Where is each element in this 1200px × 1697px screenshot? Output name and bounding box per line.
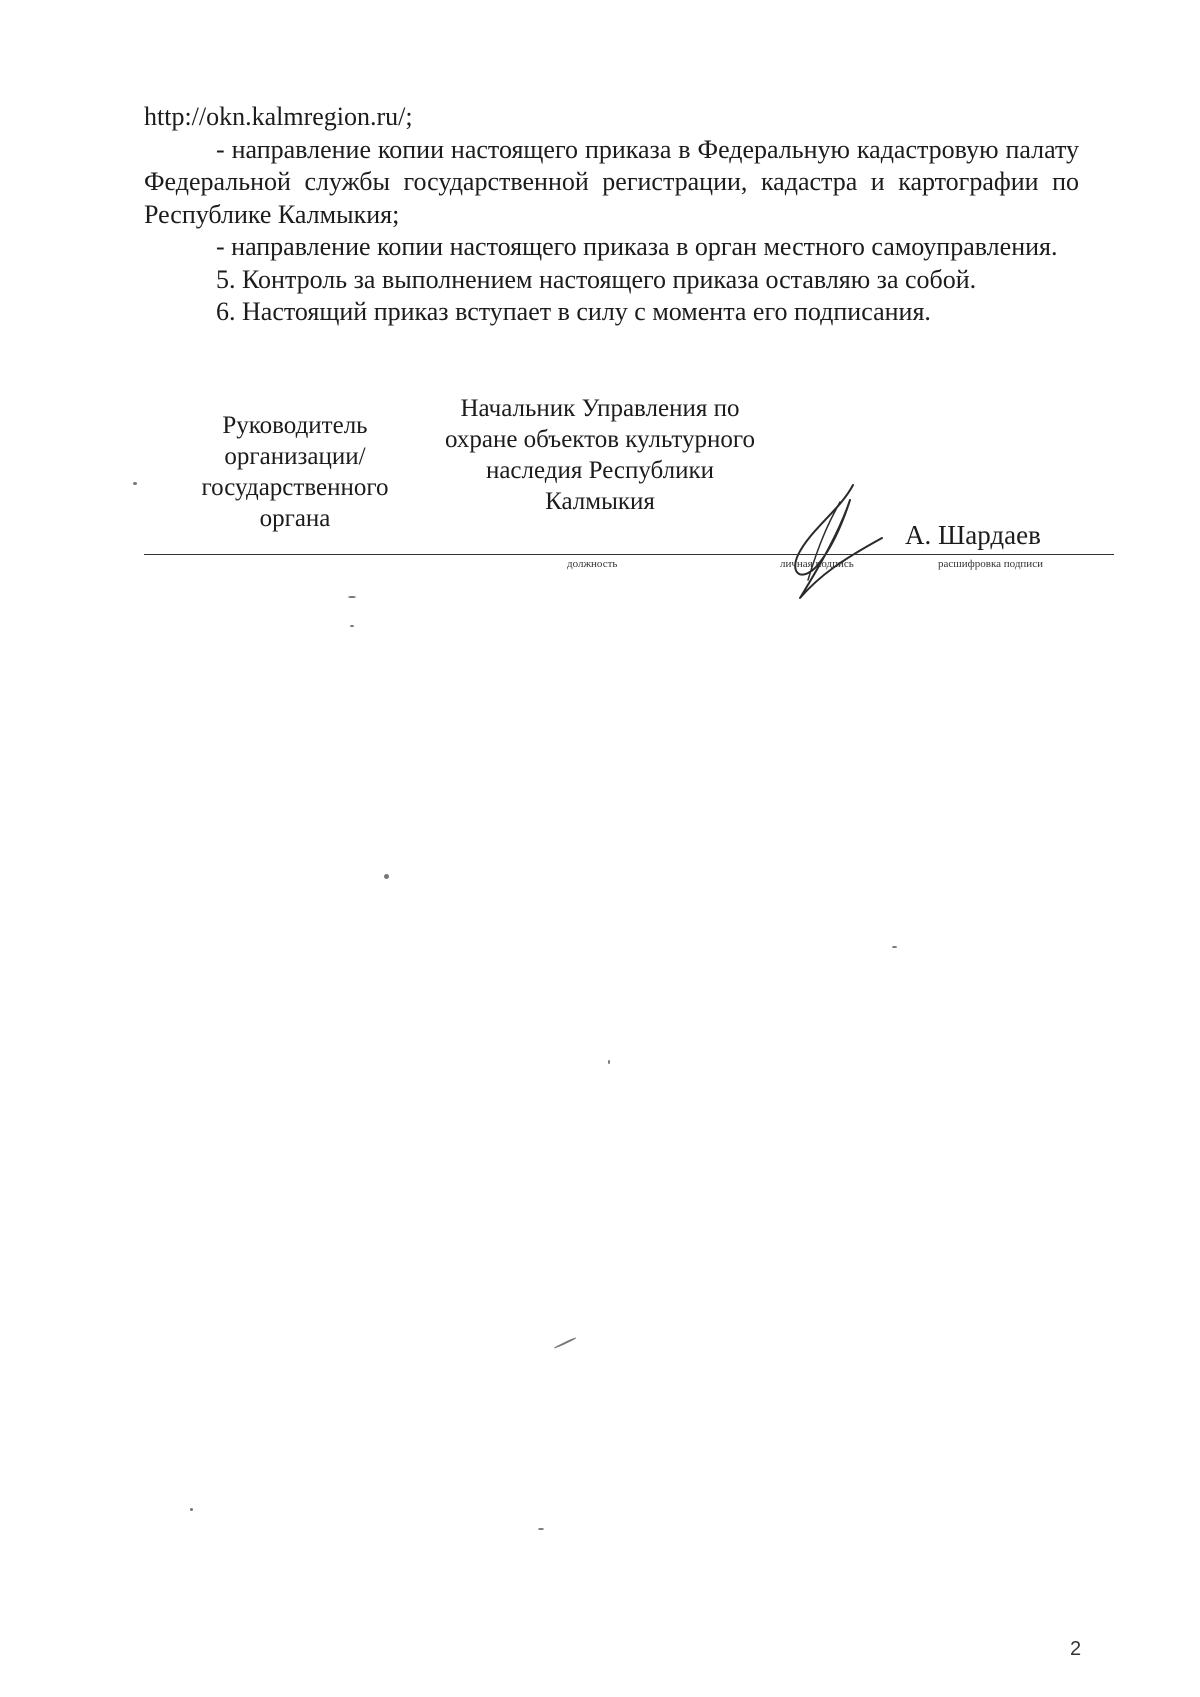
item-6-effective: 6. Настоящий приказ вступает в силу с момента его подписания. (216, 297, 931, 326)
scan-speck (554, 1337, 576, 1349)
item-5-control: 5. Контроль за выполнением настоящего приказа оставляю за собой. (216, 264, 977, 294)
signature-line (144, 554, 1114, 555)
scan-speck (350, 625, 354, 627)
item-local-government: - направление копии настоящего приказа в орган местного самоуправления. (216, 232, 1058, 261)
page-number: 2 (1070, 1638, 1082, 1660)
signatory-position: Начальник Управления по охране объектов культурного наследия Республики Калмыкия (444, 395, 755, 515)
scan-speck (133, 482, 137, 485)
handwritten-signature (770, 480, 910, 605)
caption-decode: расшифровка подписи (938, 558, 1043, 570)
signatory-name: А. Шардаев (905, 520, 1041, 550)
scan-speck (538, 1528, 544, 1530)
item-cadastre: - направление копии настоящего приказа в Федеральную кадастровую палату Федеральной службы государственной регистрации, кадастра и картографии по Республике Калмыкия; (144, 134, 1079, 229)
signatory-organization-label: Руководитель организации/ государственного органа (201, 412, 389, 532)
scan-speck (608, 1060, 610, 1064)
caption-position: должность (567, 558, 618, 570)
scan-speck (348, 596, 356, 598)
scan-speck (190, 1508, 193, 1511)
url-line: http://okn.kalmregion.ru/; (144, 102, 413, 131)
scan-speck (892, 946, 897, 948)
scan-speck (384, 874, 389, 879)
document-body (144, 101, 1079, 329)
caption-signature: личная подпись (780, 558, 854, 570)
